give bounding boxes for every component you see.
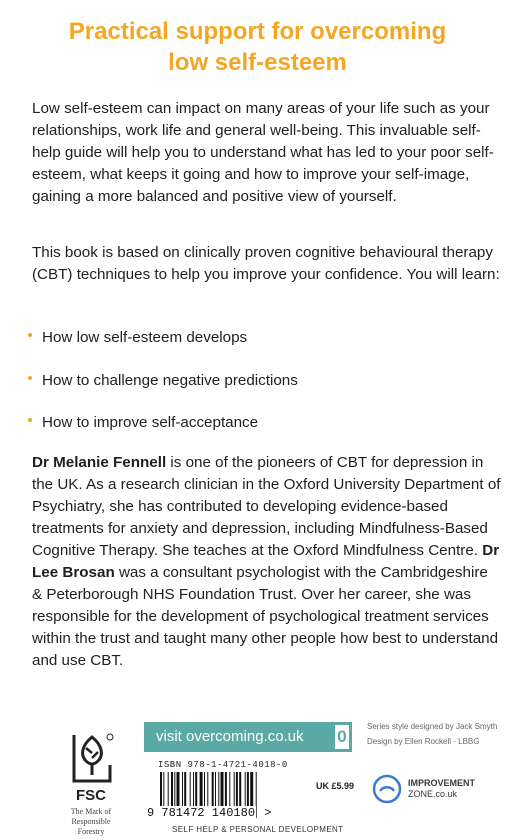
iz-line-2: ZONE.co.uk — [408, 789, 458, 799]
learn-item-text: How to improve self-acceptance — [42, 414, 259, 431]
fsc-tagline — [52, 807, 130, 837]
price: UK £5.99 — [316, 781, 355, 791]
method-paragraph: This book is based on clinically proven cognitive behavioural therapy (CBT) techniques to help you improve your confidence. You will learn: — [32, 244, 500, 283]
fsc-tag-line: Responsible — [71, 817, 111, 826]
fsc-tag-line: Forestry — [77, 827, 105, 836]
design-credits — [367, 719, 497, 749]
learn-item-text: How to challenge negative predictions — [42, 372, 298, 389]
improvement-zone-logo-icon — [372, 774, 402, 804]
series-badge: 0 — [332, 722, 352, 752]
author-2-text: was a consultant psychologist with the Cambridgeshire & Peterborough NHS Foundation Trust. Over her career, she was responsible for the development of psychological treatment services within the trust and taught many other people how best to understand and use CBT. — [32, 564, 499, 669]
author-1-text: is one of the pioneers of CBT for depression in the UK. As a research clinician in the Oxford University Department of Psychiatry, she has contributed to developing evidence-based treatments for anxiety and depression, including Mindfulness-Based Cognitive Therapy. She teaches at the Oxford Mindfulness Centre. — [32, 454, 501, 559]
isbn: ISBN 978-1-4721-4018-0 — [158, 760, 288, 770]
iz-line-1: IMPROVEMENT — [408, 778, 476, 788]
learn-item-text: How low self-esteem develops — [42, 329, 248, 346]
book-category: SELF HELP & PERSONAL DEVELOPMENT — [172, 825, 344, 834]
website-link[interactable]: visit overcoming.co.uk — [144, 722, 352, 752]
fsc-logo — [52, 725, 130, 835]
learn-item — [28, 370, 298, 392]
headline-line-1: Practical support for overcoming — [68, 18, 447, 45]
author-2-name: Dr Lee Brosan — [32, 542, 500, 581]
bullet-dot-icon — [28, 376, 32, 380]
headline-line-2: low self-esteem — [168, 49, 347, 76]
barcode-arrow: > — [264, 806, 272, 820]
improvement-zone-text — [408, 778, 475, 800]
bullet-dot-icon — [28, 333, 32, 337]
bullet-dot-icon — [28, 418, 32, 422]
fsc-wordmark: FSC — [76, 787, 106, 804]
credit-design: Design by Ellen Rockell - LBBG — [367, 737, 480, 746]
headline — [0, 16, 515, 78]
learn-item — [28, 327, 247, 349]
fsc-tree-icon — [68, 731, 116, 783]
author-1-name: Dr Melanie Fennell — [32, 454, 167, 471]
credit-series: Series style designed by Jack Smyth — [367, 722, 498, 731]
barcode-number: 9 781472 140180 — [147, 806, 256, 820]
barcode-digits — [146, 806, 316, 820]
learn-item — [28, 412, 258, 434]
fsc-tag-line: The Mark of — [70, 807, 112, 816]
intro-paragraph: Low self-esteem can impact on many areas of your life such as your relationships, work life and general well-being. This invaluable self-help guide will help you to understand what has led to your poor self-esteem, what keeps it going and how to improve your self-image, gaining a more balanced and positive view of yourself. — [32, 100, 494, 205]
author-bio — [32, 452, 502, 672]
